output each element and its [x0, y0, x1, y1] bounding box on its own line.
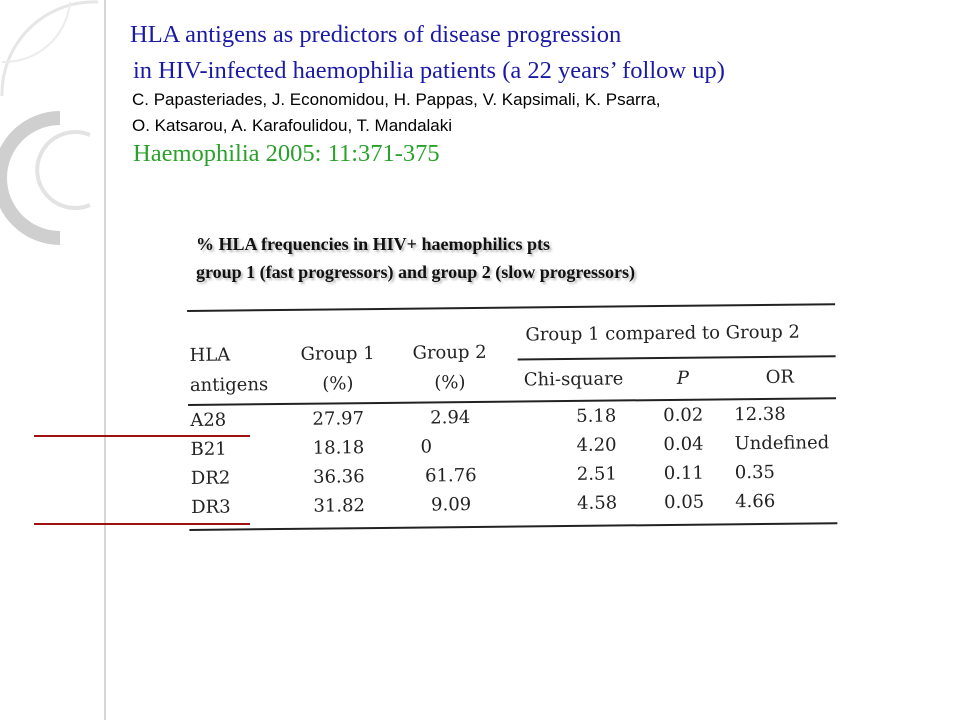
cell-antigen: B21 — [190, 438, 227, 460]
header-group1: Group 1 — [300, 343, 375, 365]
authors-line2: O. Katsarou, A. Karafoulidou, T. Mandalaki — [132, 116, 453, 135]
slide-title-line2: in HIV-infected haemophilia patients (a 22 years’ follow up) — [133, 57, 725, 84]
cell-chi-square: 2.51 — [576, 463, 617, 485]
table-row — [189, 490, 837, 525]
table-top-rule — [187, 303, 835, 312]
header-comparison: Group 1 compared to Group 2 — [525, 321, 800, 346]
cell-p-value: 0.02 — [663, 404, 704, 427]
header-group2-unit: (%) — [434, 372, 466, 394]
cell-p-value: 0.04 — [663, 433, 704, 456]
cell-group2: 0 — [420, 436, 433, 458]
header-odds-ratio: OR — [765, 366, 795, 388]
cell-odds-ratio: Undefined — [734, 432, 830, 455]
slide-title-line1: HLA antigens as predictors of disease progression — [130, 21, 622, 48]
cell-group1: 18.18 — [312, 437, 365, 459]
header-p-value: P — [676, 367, 690, 389]
header-chi-square: Chi-square — [523, 368, 624, 391]
cell-group2: 61.76 — [424, 464, 477, 487]
table-caption-line1: % HLA frequencies in HIV+ haemophilics pts — [196, 234, 550, 254]
cell-odds-ratio: 4.66 — [735, 490, 776, 513]
hla-frequency-table — [187, 293, 838, 550]
authors-line1: C. Papasteriades, J. Economidou, H. Pappas, V. Kapsimali, K. Psarra, — [132, 90, 661, 109]
cell-group1: 36.36 — [312, 466, 365, 488]
cell-chi-square: 4.20 — [576, 434, 617, 456]
compare-header-rule — [518, 355, 836, 360]
header-group2: Group 2 — [412, 341, 487, 364]
cell-group2: 9.09 — [431, 494, 472, 516]
cell-group1: 27.97 — [312, 408, 365, 430]
header-antigens: antigens — [189, 374, 269, 396]
journal-citation: Haemophilia 2005: 11:371-375 — [133, 140, 440, 167]
cell-p-value: 0.11 — [663, 462, 704, 485]
cell-chi-square: 5.18 — [576, 405, 617, 427]
cell-antigen: DR2 — [190, 467, 231, 489]
cell-p-value: 0.05 — [663, 491, 705, 514]
highlight-line-dr3 — [34, 523, 250, 525]
cell-chi-square: 4.58 — [577, 492, 618, 514]
cell-odds-ratio: 12.38 — [734, 403, 786, 426]
cell-group1: 31.82 — [313, 495, 366, 517]
header-hla: HLA — [189, 344, 231, 366]
cell-antigen: DR3 — [191, 496, 231, 518]
highlight-line-a28 — [34, 435, 250, 437]
cell-odds-ratio: 0.35 — [734, 461, 776, 484]
table-caption-line2: group 1 (fast progressors) and group 2 (slow progressors) — [196, 262, 636, 282]
cell-group2: 2.94 — [430, 407, 471, 429]
header-group1-unit: (%) — [322, 373, 354, 395]
cell-antigen: A28 — [190, 409, 227, 431]
